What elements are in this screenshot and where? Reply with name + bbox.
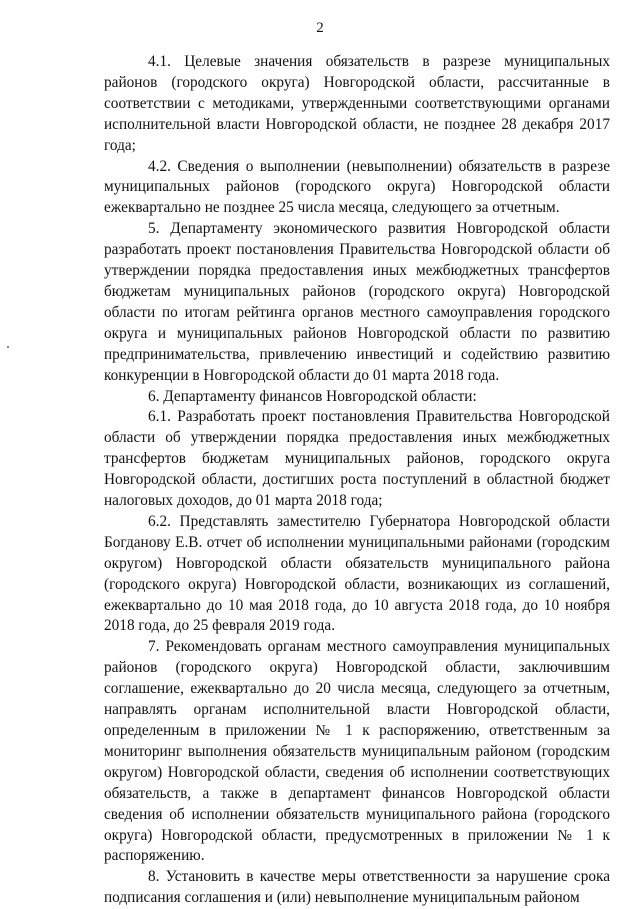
paragraph-4-1: 4.1. Целевые значения обязательств в разрезе муниципальных районов (городского округа) Новгородской области, рассчитанные в соответствии с методиками, утвержденными соответствующими органами исполнительной власти Новгородской области, не позднее 28 декабря 2017 года; <box>104 53 610 154</box>
document-body <box>104 52 610 909</box>
paragraph-6-1: 6.1. Разработать проект постановления Правительства Новгородской области об утверждении порядка предоставления иных межбюджетных трансфертов бюджетам муниципальных районов, городского округа Новгородской области, достигших роста поступлений в областной бюджет налоговых доходов, до 01 марта 2018 года; <box>104 408 610 510</box>
scan-margin-mark <box>7 346 9 348</box>
paragraph-7: 7. Рекомендовать органам местного самоуправления муниципальных районов (городского округа) Новгородской области, заключившим соглашение, ежеквартально до 20 числа месяца, следующего за отчетным, направлять органам исполнительной власти Новгородской области, определенным в приложении № 1 к распоряжению, ответственным за мониторинг выполнения обязательств муниципальным районом (городским округом) Новгородской области, сведения об исполнении соответствующих обязательств, а также в департамент финансов Новгородской области сведения об исполнении обязательств муниципального района (городского округа) Новгородской области, предусмотренных в приложении № 1 к распоряжению. <box>104 638 610 865</box>
paragraph-6-2: 6.2. Представлять заместителю Губернатора Новгородской области Богданову Е.В. отчет об исполнении муниципальными районами (городским округом) Новгородской области обязательств муниципального района (городского округа) Новгородской области, возникающих из соглашений, ежеквартально до 10 мая 2018 года, до 10 августа 2018 года, до 10 ноября 2018 года, до 25 февраля 2019 года. <box>104 512 610 635</box>
paragraph-6: 6. Департаменту финансов Новгородской области: <box>148 387 477 405</box>
paragraph-8: 8. Установить в качестве меры ответственности за нарушение срока подписания соглашения и (или) невыполнение муниципальным районом <box>104 868 610 907</box>
paragraph-5: 5. Департаменту экономического развития Новгородской области разработать проект постановления Правительства Новгородской области об утверждении порядка предоставления иных межбюджетных трансфертов бюджетам муниципальных районов (городского округа) Новгородской области по итогам рейтинга органов местного самоуправления городского округа и муниципальных районов Новгородской области по развитию предпринимательства, привлечению инвестиций и содействию развитию конкуренции в Новгородской области до 01 марта 2018 года. <box>104 220 610 384</box>
page-number: 2 <box>316 20 324 36</box>
paragraph-4-2: 4.2. Сведения о выполнении (невыполнении) обязательств в разрезе муниципальных районов (городского округа) Новгородской области ежеквартально не позднее 25 числа месяца, следующего за отчетным. <box>104 157 610 217</box>
